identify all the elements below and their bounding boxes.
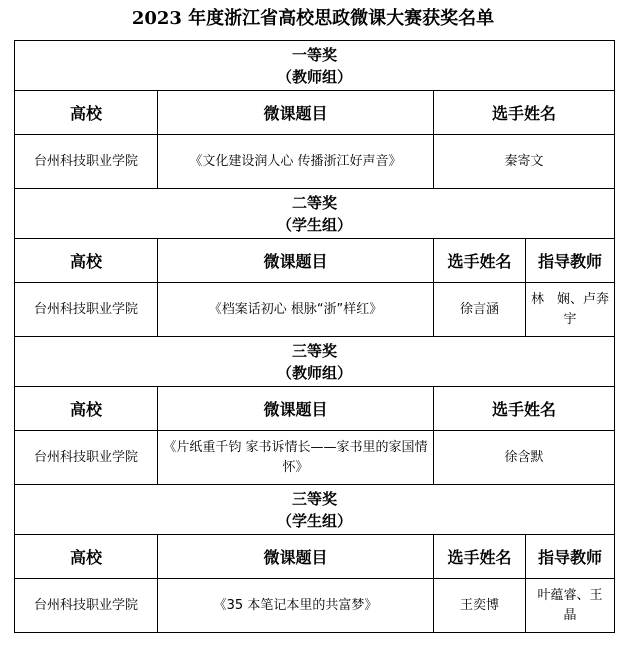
header-contestant: 选手姓名 bbox=[434, 91, 615, 135]
group-label: （学生组） bbox=[277, 215, 353, 234]
cell-contestant: 王奕博 bbox=[434, 579, 526, 633]
section-header bbox=[15, 337, 615, 387]
cell-school: 台州科技职业学院 bbox=[15, 135, 158, 189]
prize-heading bbox=[15, 485, 615, 535]
column-header-row bbox=[15, 387, 615, 431]
header-course: 微课题目 bbox=[158, 91, 434, 135]
cell-school: 台州科技职业学院 bbox=[15, 579, 158, 633]
group-label: （教师组） bbox=[277, 67, 353, 86]
page-title: 2023 年度浙江省高校思政微课大赛获奖名单 bbox=[131, 8, 495, 29]
award-table bbox=[14, 40, 615, 633]
section-header bbox=[15, 41, 615, 91]
header-course: 微课题目 bbox=[158, 239, 434, 283]
header-course: 微课题目 bbox=[158, 387, 434, 431]
table-row bbox=[15, 431, 615, 485]
prize-label: 三等奖 bbox=[292, 341, 338, 360]
cell-school: 台州科技职业学院 bbox=[15, 431, 158, 485]
cell-course: 《片纸重千钧 家书诉情长——家书里的家国情怀》 bbox=[158, 431, 434, 485]
prize-label: 三等奖 bbox=[292, 489, 338, 508]
table-row bbox=[15, 579, 615, 633]
cell-advisor: 林 娴、卢奔宇 bbox=[526, 283, 615, 337]
table-row bbox=[15, 135, 615, 189]
prize-heading bbox=[15, 337, 615, 387]
cell-contestant: 徐言涵 bbox=[434, 283, 526, 337]
header-school: 高校 bbox=[15, 535, 158, 579]
section-header bbox=[15, 189, 615, 239]
cell-contestant: 徐含默 bbox=[434, 431, 615, 485]
header-school: 高校 bbox=[15, 91, 158, 135]
prize-heading bbox=[15, 41, 615, 91]
group-label: （教师组） bbox=[277, 363, 353, 382]
cell-advisor: 叶蕴睿、王 晶 bbox=[526, 579, 615, 633]
header-contestant: 选手姓名 bbox=[434, 387, 615, 431]
header-school: 高校 bbox=[15, 387, 158, 431]
cell-contestant: 秦寄文 bbox=[434, 135, 615, 189]
table-row bbox=[15, 283, 615, 337]
column-header-row bbox=[15, 239, 615, 283]
column-header-row bbox=[15, 91, 615, 135]
prize-label: 二等奖 bbox=[292, 193, 338, 212]
column-header-row bbox=[15, 535, 615, 579]
prize-label: 一等奖 bbox=[292, 45, 338, 64]
section-header bbox=[15, 485, 615, 535]
prize-heading bbox=[15, 189, 615, 239]
group-label: （学生组） bbox=[277, 511, 353, 530]
cell-course: 《文化建设润人心 传播浙江好声音》 bbox=[158, 135, 434, 189]
header-contestant: 选手姓名 bbox=[434, 239, 526, 283]
cell-course: 《档案话初心 根脉“浙”样红》 bbox=[158, 283, 434, 337]
header-course: 微课题目 bbox=[158, 535, 434, 579]
header-school: 高校 bbox=[15, 239, 158, 283]
header-advisor: 指导教师 bbox=[526, 535, 615, 579]
header-advisor: 指导教师 bbox=[526, 239, 615, 283]
header-contestant: 选手姓名 bbox=[434, 535, 526, 579]
cell-course: 《35 本笔记本里的共富梦》 bbox=[158, 579, 434, 633]
cell-school: 台州科技职业学院 bbox=[15, 283, 158, 337]
